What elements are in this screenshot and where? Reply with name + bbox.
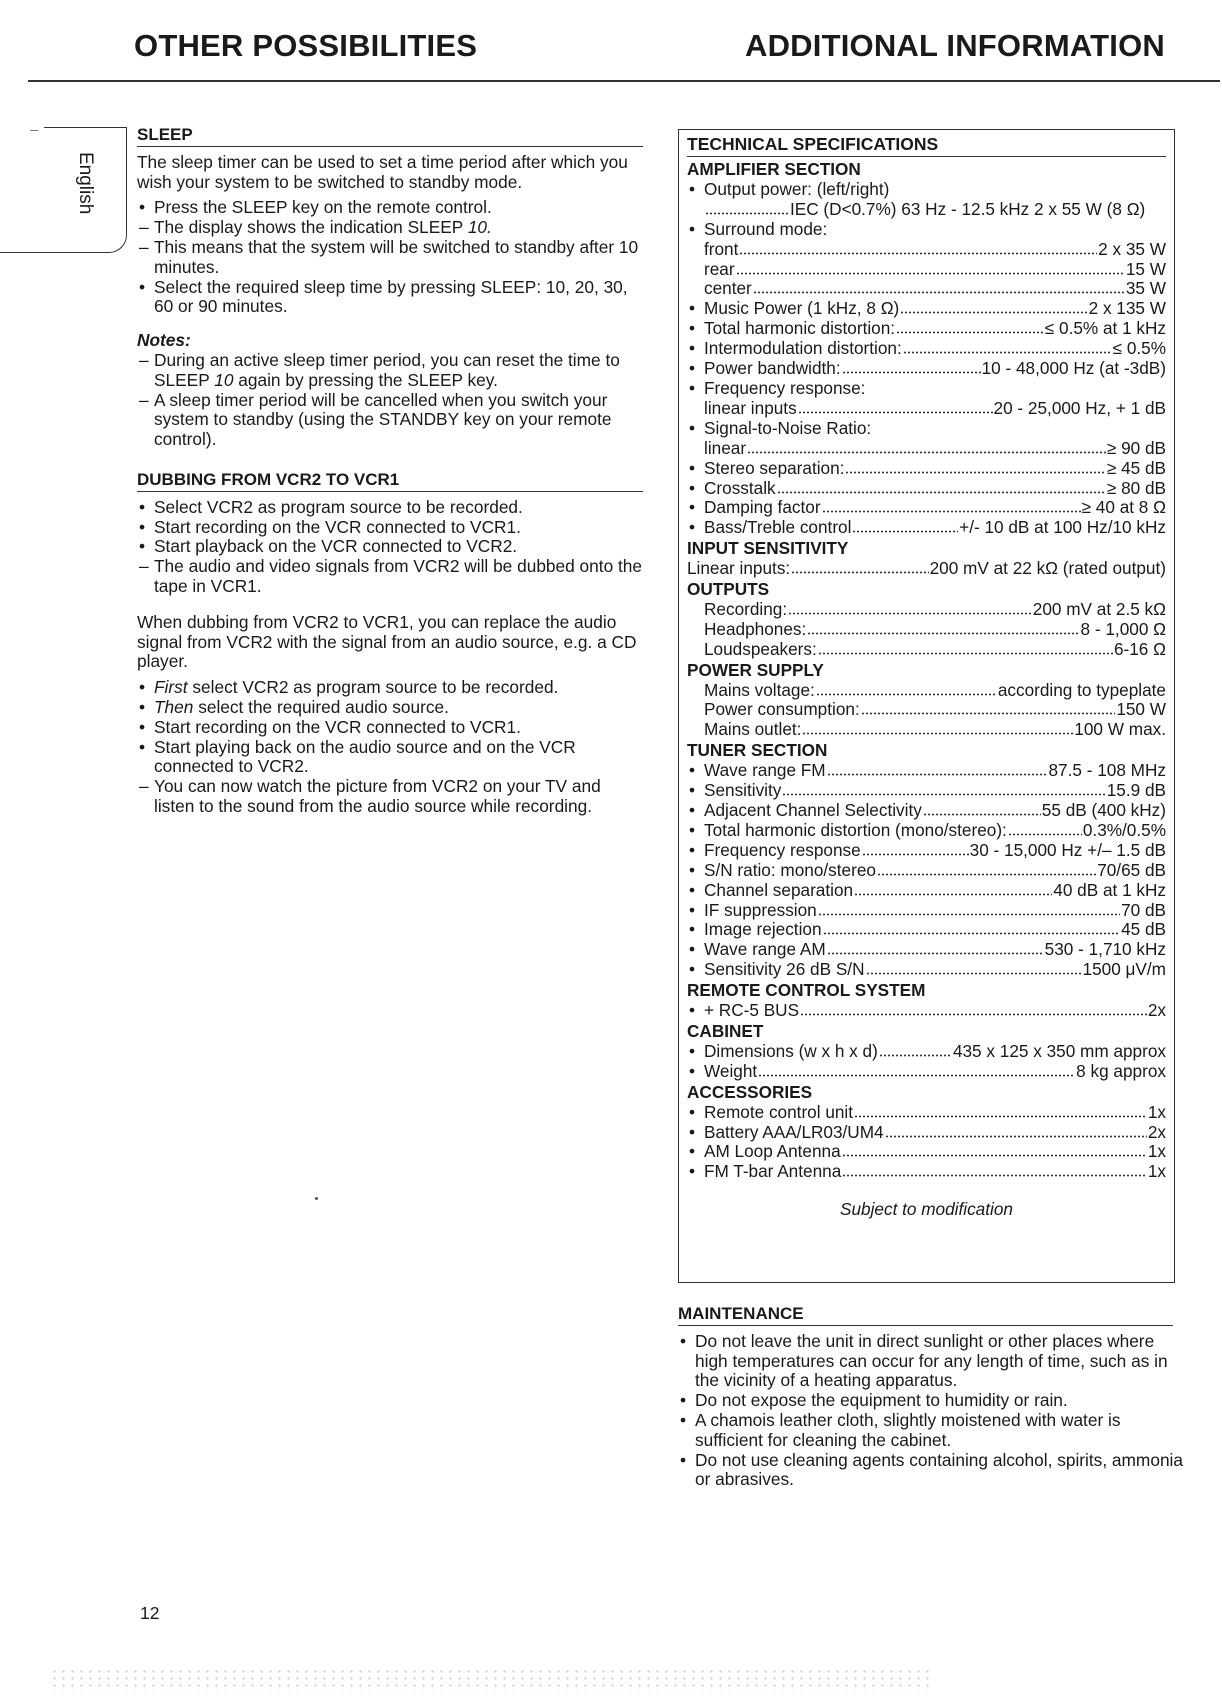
spec-label: Dimensions (w x h x d) [704,1040,878,1061]
leader-dots [807,620,1079,635]
spec-label: Sensitivity [704,780,782,801]
leader-dots [739,240,1097,255]
leader-dots [861,700,1116,715]
spec-row: • + RC-5 BUS 2x [689,1000,1166,1021]
spec-label: Image rejection [704,919,822,940]
leader-dots [842,1162,1147,1177]
spec-value: 1x [1147,1101,1166,1122]
spec-row: • Remote control unit 1x [689,1101,1166,1122]
spec-label: Battery AAA/LR03/UM4 [704,1121,884,1142]
spec-value: according to typeplate [997,679,1166,700]
leader-dots [842,1142,1147,1157]
spec-row: • Intermodulation distortion: ≤ 0.5% [689,338,1166,359]
leader-dots [758,1062,1075,1077]
spec-row: • Channel separation 40 dB at 1 kHz [689,879,1166,900]
spec-value: 100 W max. [1074,719,1166,740]
leader-dots [854,1103,1147,1118]
spec-value: +/- 10 dB at 100 Hz/10 kHz [959,517,1166,538]
list-item: – You can now watch the picture from VCR2 on your TV and listen to the sound from the audio source while recording. [139,776,601,816]
spec-label: Weight [704,1060,758,1081]
language-tab-label: English [75,152,96,215]
leader-dots [753,279,1125,294]
spec-row [687,640,1166,660]
spec-label: IF suppression [704,899,817,920]
spec-value: 30 - 15,000 Hz +/– 1.5 dB [969,839,1166,860]
leader-dots [900,299,1087,314]
spec-row: • FM T-bar Antenna 1x [689,1161,1166,1182]
spec-row: • Surround mode: [689,218,828,239]
remote-control-heading: REMOTE CONTROL SYSTEM [687,980,926,1001]
spec-value: 10 - 48,000 Hz (at -3dB) [981,358,1166,379]
maintenance-section [678,1304,1188,1490]
leader-dots [816,681,997,696]
spec-value: 530 - 1,710 kHz [1044,939,1166,960]
spec-value: ≥ 45 dB [1106,457,1166,478]
leader-dots [903,339,1112,354]
list-item: • Start recording on the VCR connected to VCR1. [139,716,521,737]
spec-label: front [704,238,739,259]
specs-list [687,160,1166,1220]
spec-label: Bass/Treble control [704,517,852,538]
spec-row: • AM Loop Antenna 1x [689,1141,1166,1162]
leader-dots [877,861,1096,876]
list-item: • Press the SLEEP key on the remote control. [139,197,492,218]
spec-value: 2 x 135 W [1088,298,1166,319]
spec-row: • Dimensions (w x h x d) 435 x 125 x 350 mm approx [689,1040,1166,1061]
maintenance-list [678,1332,1188,1490]
leader-dots [866,960,1082,975]
power-supply-heading: POWER SUPPLY [687,659,824,680]
spec-value: 2x [1147,1000,1166,1021]
list-item: – A sleep timer period will be cancelled when you switch your system to standby (using the STANDBY key on your remote control). [139,389,612,450]
leader-dots [823,920,1121,935]
list-item: • A chamois leather cloth, slightly moistened with water is sufficient for cleaning the cabinet. [680,1409,1121,1450]
spec-row: • Image rejection 45 dB [689,919,1166,940]
sleep-notes [137,351,643,450]
stray-dot [315,1197,318,1200]
leader-dots [818,640,1113,655]
spec-value: 45 dB [1121,919,1166,940]
spec-value: 435 x 125 x 350 mm approx [952,1040,1166,1061]
leader-dots [862,841,969,856]
leader-dots [879,1042,952,1057]
spec-value: 70 dB [1121,899,1166,920]
list-item: • Do not expose the equipment to humidity or rain. [680,1390,1068,1411]
amplifier-heading: AMPLIFIER SECTION [687,159,861,179]
leader-dots [802,720,1073,735]
leader-dots [885,1123,1147,1138]
spec-label: linear [704,437,747,458]
spec-row: • Total harmonic distortion (mono/stereo): 0.3%/0.5% [689,819,1166,840]
input-sensitivity-heading: INPUT SENSITIVITY [687,538,849,559]
spec-label: Wave range FM [704,760,826,781]
list-item: • Select VCR2 as program source to be recorded. [139,496,523,517]
spec-label: rear [704,258,735,279]
spec-row: • Damping factor ≥ 40 at 8 Ω [689,497,1166,518]
technical-specifications-box [678,129,1175,1283]
leader-dots [782,781,1105,796]
spec-label: Total harmonic distortion (mono/stereo): [704,819,1007,840]
spec-value: 40 dB at 1 kHz [1053,879,1166,900]
spec-value: 1500 μV/m [1082,959,1166,980]
tuner-heading: TUNER SECTION [687,740,828,761]
spec-value: 200 mV at 2.5 kΩ [1032,598,1166,619]
spec-row: • Adjacent Channel Selectivity 55 dB (400 kHz) [689,800,1166,820]
page-heading-right: ADDITIONAL INFORMATION [745,28,1165,63]
spec-label: + RC-5 BUS [704,1000,800,1021]
spec-label: S/N ratio: mono/stereo [704,859,876,880]
leader-dots [822,498,1081,513]
spec-row [687,279,1166,299]
spec-label: Loudspeakers: [704,638,817,659]
spec-value: 0.3%/0.5% [1082,819,1166,840]
spec-label: Music Power (1 kHz, 8 Ω) [704,298,900,319]
list-item: • First select VCR2 as program source to be recorded. [139,677,559,698]
spec-label: center [704,278,752,299]
spec-row: IEC (D<0.7%) 63 Hz - 12.5 kHz 2 x 55 W (8 Ω) [687,200,1166,220]
spec-row: • Wave range FM 87.5 - 108 MHz [689,760,1166,781]
cabinet-heading: CABINET [687,1020,764,1041]
spec-value: 2 x 35 W [1098,238,1166,259]
spec-row [687,700,1166,720]
spec-value: 1x [1147,1141,1166,1162]
spec-label: Wave range AM [704,939,826,960]
leader-dots [1008,821,1082,836]
specs-heading: TECHNICAL SPECIFICATIONS [687,134,1166,157]
spec-value: 2x [1147,1121,1166,1142]
spec-row: • S/N ratio: mono/stereo 70/65 dB [689,859,1166,880]
accessories-heading: ACCESSORIES [687,1081,813,1102]
notes-heading: Notes: [137,330,191,351]
spec-row: • Bass/Treble control +/- 10 dB at 100 Hz/10 kHz [689,517,1166,538]
spec-row: • Signal-to-Noise Ratio: [689,417,872,438]
leader-dots [845,459,1105,474]
spec-value: 15.9 dB [1106,780,1166,801]
spec-value: 8 - 1,000 Ω [1080,618,1166,639]
list-item: – This means that the system will be switched to standby after 10 minutes. [139,236,639,277]
spec-row [687,439,1166,459]
spec-value: ≤ 0.5% [1112,338,1166,359]
list-item: – The audio and video signals from VCR2 will be dubbed onto the tape in VCR1. [139,556,643,596]
spec-label: Power consumption: [704,699,860,720]
leader-dots [923,801,1041,816]
page-heading-left: OTHER POSSIBILITIES [134,28,478,63]
leader-dots [800,1001,1147,1016]
spec-value: 55 dB (400 kHz) [1041,800,1166,820]
spec-label: Mains voltage: [704,679,815,700]
spec-label: Mains outlet: [704,719,802,740]
spec-row [687,600,1166,620]
spec-label: Crosstalk [704,477,776,498]
list-item: • Start playback on the VCR connected to VCR2. [139,536,518,557]
spec-row: • Output power: (left/right) [689,178,890,199]
spec-label: FM T-bar Antenna [704,1161,842,1182]
spec-label: Total harmonic distortion: [704,318,896,339]
leader-dots [852,518,958,533]
leader-dots [747,439,1106,454]
sleep-steps [137,198,643,317]
spec-label: Sensitivity 26 dB S/N [704,959,865,980]
spec-label: Power bandwidth: [704,358,841,379]
leader-dots [854,881,1052,896]
spec-label: Intermodulation distortion: [704,338,902,359]
spec-row: • Power bandwidth: 10 - 48,000 Hz (at -3dB) [689,358,1166,379]
spec-value: 15 W [1125,258,1166,279]
spec-row [687,681,1166,701]
left-column [137,125,643,817]
sleep-intro: The sleep timer can be used to set a time period after which you wish your system to be switched to standby mode. [137,151,628,192]
list-item: • Do not use cleaning agents containing alcohol, spirits, ammonia or abrasives. [680,1449,1184,1490]
spec-row: • Wave range AM 530 - 1,710 kHz [689,939,1166,960]
leader-dots [827,940,1044,955]
spec-value: 1x [1147,1161,1166,1182]
leader-dots [896,319,1044,334]
language-tab [0,127,127,253]
list-item: • Then select the required audio source. [139,696,449,717]
spec-row: Linear inputs: 200 mV at 22 kΩ (rated output) [687,558,1166,579]
spec-value: 8 kg approx [1076,1060,1166,1081]
scan-noise [50,1668,930,1692]
list-item: • Start recording on the VCR connected to VCR1. [139,516,521,537]
dubbing-paragraph: When dubbing from VCR2 to VCR1, you can replace the audio signal from VCR2 with the signal from an audio source, e.g. a CD player. [137,611,637,672]
leader-dots [736,260,1125,275]
dubbing-heading: DUBBING FROM VCR2 TO VCR1 [137,470,643,492]
leader-dots [842,359,981,374]
spec-label: Headphones: [704,618,807,639]
page-number: 12 [140,1603,160,1623]
sleep-heading: SLEEP [137,125,643,147]
spec-value: 6-16 Ω [1113,638,1166,659]
spec-label: Frequency response [704,839,861,860]
spec-label: Adjacent Channel Selectivity [704,800,922,820]
spec-value: ≤ 0.5% at 1 kHz [1044,318,1166,339]
spec-value: 150 W [1116,699,1166,720]
spec-value: 87.5 - 108 MHz [1048,760,1166,781]
leader-dots [788,600,1032,615]
spec-row: • Weight 8 kg approx [689,1060,1166,1081]
outputs-heading: OUTPUTS [687,579,770,600]
list-item: • Do not leave the unit in direct sunlight or other places where high temperatures can occur for any length of time, such as in the vicinity of a heating apparatus. [680,1330,1168,1391]
spec-row [687,620,1166,640]
spec-value: 70/65 dB [1097,859,1166,880]
leader-dots [827,761,1048,776]
leader-dots [777,479,1106,494]
spec-label: Damping factor [704,497,821,518]
spec-label: Remote control unit [704,1101,854,1122]
spec-label: Stereo separation: [704,457,845,478]
specs-footnote: Subject to modification [840,1199,1013,1220]
spec-row: • Sensitivity 15.9 dB [689,780,1166,801]
maintenance-heading: MAINTENANCE [678,1304,804,1323]
spec-value: ≥ 80 dB [1106,477,1166,498]
spec-row: • Total harmonic distortion: ≤ 0.5% at 1 kHz [689,318,1166,339]
maintenance-rule [678,1325,1173,1326]
spec-row: • Stereo separation: ≥ 45 dB [689,457,1166,478]
list-item: – During an active sleep timer period, you can reset the time to SLEEP 10 again by pressing the SLEEP key. [139,349,620,390]
spec-value: ≥ 40 at 8 Ω [1081,497,1166,518]
spec-row: linear inputs 20 - 25,000 Hz, + 1 dB [704,397,1166,418]
leader-dots [818,901,1120,916]
spec-row [687,720,1166,740]
spec-row: • Battery AAA/LR03/UM4 2x [689,1121,1166,1142]
spec-row: • Frequency response: [689,377,866,398]
spec-value: 35 W [1125,278,1166,299]
margin-mark [30,130,38,131]
spec-row: • Crosstalk ≥ 80 dB [689,477,1166,498]
spec-row: • Frequency response 30 - 15,000 Hz +/– 1.5 dB [689,839,1166,860]
spec-row: • Sensitivity 26 dB S/N 1500 μV/m [689,959,1166,980]
spec-row: • Music Power (1 kHz, 8 Ω) 2 x 135 W [689,298,1166,319]
header-rule [28,80,1220,82]
spec-label: Recording: [704,598,788,619]
spec-label: AM Loop Antenna [704,1141,841,1162]
spec-row: • IF suppression 70 dB [689,899,1166,920]
list-item: • Start playing back on the audio source and on the VCR connected to VCR2. [139,736,576,777]
dubbing-steps [137,498,643,597]
list-item: – The display shows the indication SLEEP 10. [139,217,492,238]
spec-row [687,260,1166,280]
spec-row [687,240,1166,260]
spec-value: ≥ 90 dB [1106,437,1166,458]
spec-label: Channel separation [704,879,854,900]
list-item: • Select the required sleep time by pressing SLEEP: 10, 20, 30, 60 or 90 minutes. [139,276,628,317]
dubbing-steps-2 [137,678,643,817]
